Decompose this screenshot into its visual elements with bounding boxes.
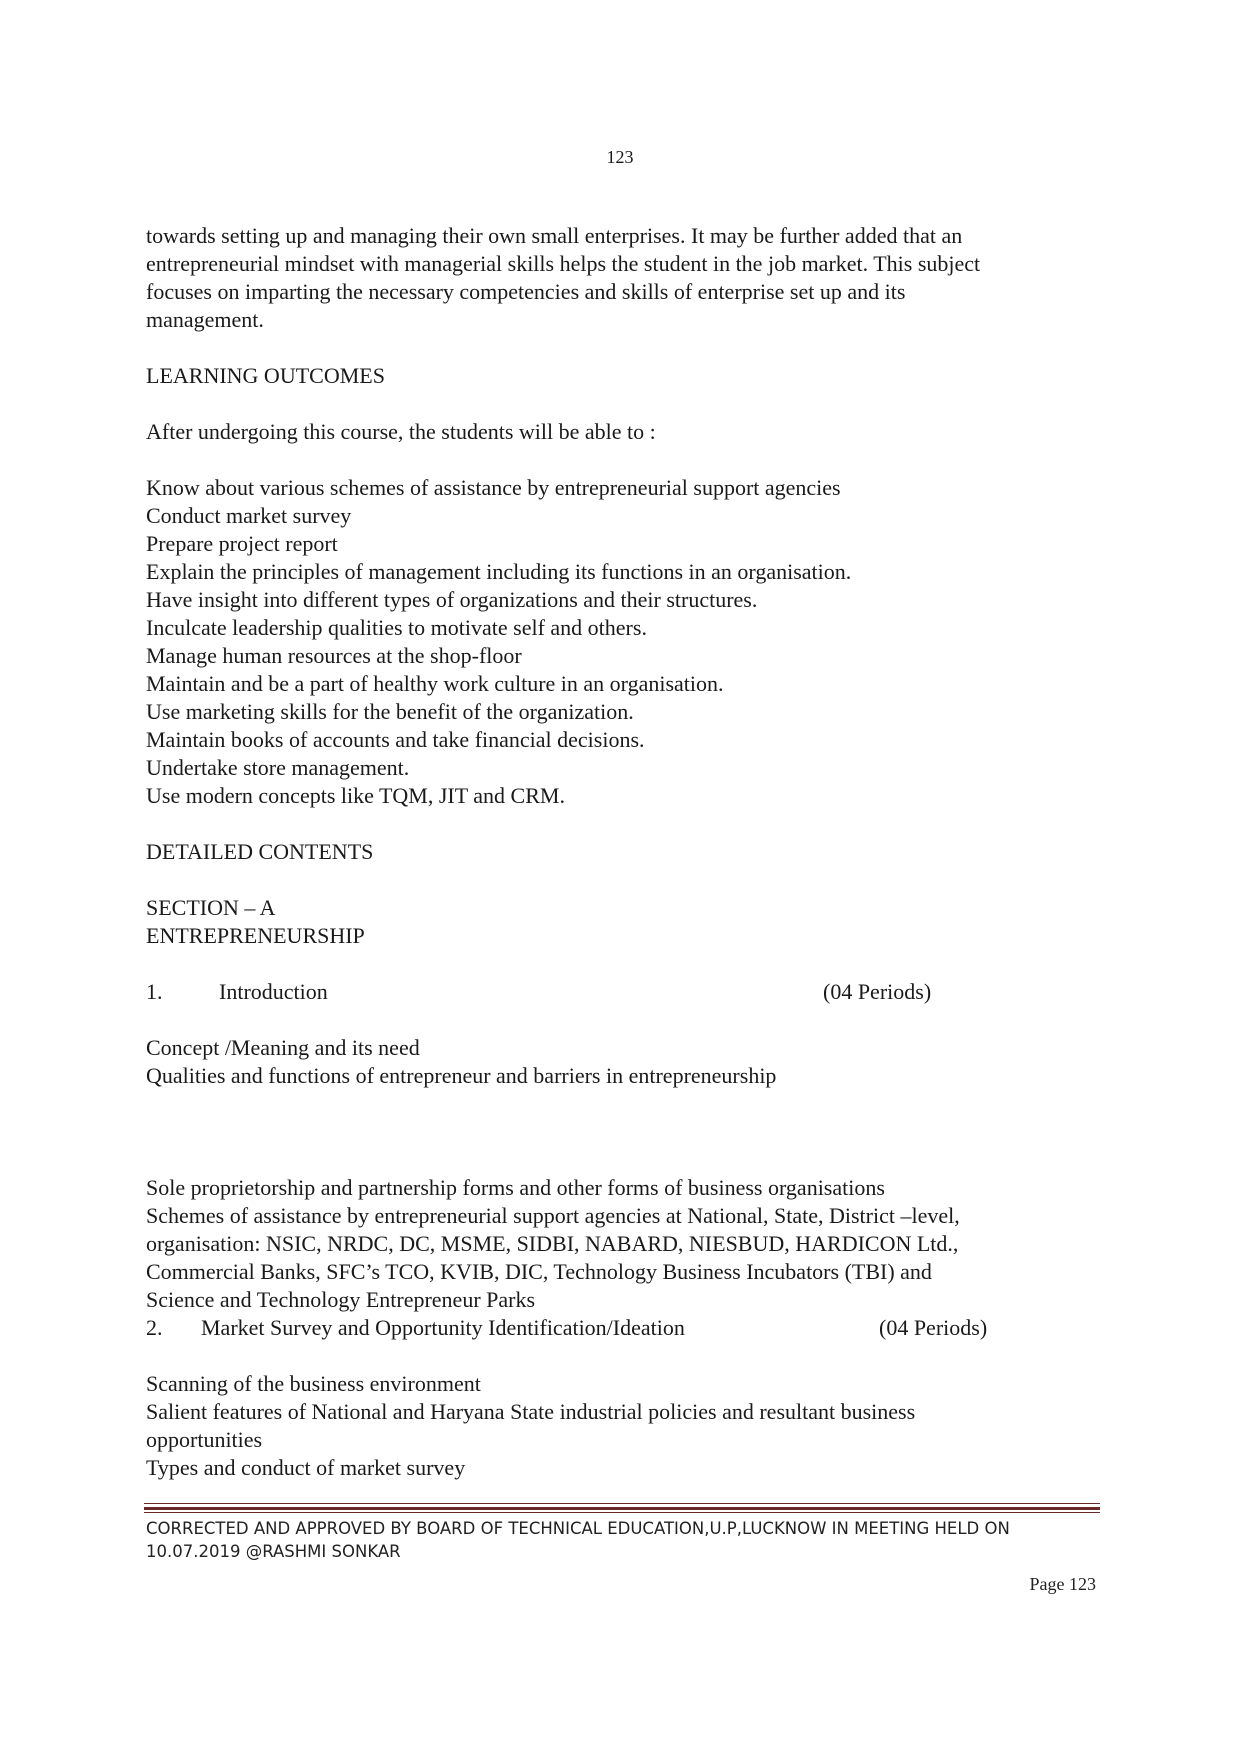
- topic-1-periods: (04 Periods): [823, 979, 932, 1004]
- topic-2-item: opportunities: [146, 1427, 263, 1452]
- intro-paragraph: [146, 222, 1096, 334]
- outcome-item: Undertake store management.: [146, 755, 410, 780]
- detailed-contents-heading: DETAILED CONTENTS: [146, 839, 374, 864]
- outcome-item: Use modern concepts like TQM, JIT and CRM.: [146, 783, 565, 808]
- outcome-item: Maintain and be a part of healthy work culture in an organisation.: [146, 671, 724, 696]
- outcome-item: Know about various schemes of assistance by entrepreneurial support agencies: [146, 475, 841, 500]
- outcome-item: Conduct market survey: [146, 503, 352, 528]
- topic-2-number: 2.: [146, 1315, 163, 1340]
- footer-approval-note: [146, 1517, 1096, 1563]
- footer-rule: [144, 1503, 1100, 1504]
- section-title: ENTREPRENEURSHIP: [146, 923, 365, 948]
- outcome-item: Explain the principles of management including its functions in an organisation.: [146, 559, 852, 584]
- topic-1-item: Schemes of assistance by entrepreneurial support agencies at National, State, District –level,: [146, 1203, 960, 1228]
- outcome-item: Use marketing skills for the benefit of the organization.: [146, 699, 634, 724]
- footer-rule: [144, 1507, 1100, 1510]
- footer-rule: [144, 1512, 1100, 1513]
- footer-page-label: Page 123: [1029, 1574, 1096, 1594]
- topic-2-periods: (04 Periods): [879, 1315, 988, 1340]
- page-content: [146, 222, 1096, 1482]
- topic-1-item: Science and Technology Entrepreneur Parks: [146, 1287, 536, 1312]
- outcome-item: Prepare project report: [146, 531, 338, 556]
- footer-approval-line: CORRECTED AND APPROVED BY BOARD OF TECHNICAL EDUCATION,U.P,LUCKNOW IN MEETING HELD ON: [146, 1519, 1010, 1538]
- intro-line: towards setting up and managing their own small enterprises. It may be further added that an: [146, 223, 963, 248]
- topic-1-heading: [146, 978, 1096, 1006]
- intro-line: management.: [146, 307, 264, 332]
- topic-2-heading: [146, 1314, 1096, 1342]
- intro-line: focuses on imparting the necessary competencies and skills of enterprise set up and its: [146, 279, 906, 304]
- learning-outcomes-list: [146, 474, 1096, 810]
- topic-1-item: Commercial Banks, SFC’s TCO, KVIB, DIC, Technology Business Incubators (TBI) and: [146, 1259, 932, 1284]
- outcome-item: Have insight into different types of organizations and their structures.: [146, 587, 758, 612]
- footer-approval-line: 10.07.2019 @RASHMI SONKAR: [146, 1542, 401, 1561]
- learning-outcomes-lead: After undergoing this course, the students will be able to :: [146, 419, 656, 444]
- learning-outcomes-heading: LEARNING OUTCOMES: [146, 363, 385, 388]
- topic-1-item: organisation: NSIC, NRDC, DC, MSME, SIDBI, NABARD, NIESBUD, HARDICON Ltd.,: [146, 1231, 959, 1256]
- topic-1-item: Qualities and functions of entrepreneur and barriers in entrepreneurship: [146, 1063, 777, 1088]
- topic-2-item: Scanning of the business environment: [146, 1371, 481, 1396]
- topic-2-item: Salient features of National and Haryana State industrial policies and resultant business: [146, 1399, 916, 1424]
- page-number-top: 123: [606, 147, 634, 167]
- outcome-item: Inculcate leadership qualities to motivate self and others.: [146, 615, 647, 640]
- intro-line: entrepreneurial mindset with managerial skills helps the student in the job market. This subject: [146, 251, 981, 276]
- topic-1-number: 1.: [146, 979, 163, 1004]
- topic-2-item: Types and conduct of market survey: [146, 1455, 466, 1480]
- topic-2-title: Market Survey and Opportunity Identification/Ideation: [201, 1315, 685, 1340]
- topic-1-title: Introduction: [219, 979, 328, 1004]
- section-label: SECTION – A: [146, 895, 276, 920]
- outcome-item: Manage human resources at the shop-floor: [146, 643, 522, 668]
- topic-1-item: Sole proprietorship and partnership forms and other forms of business organisations: [146, 1175, 885, 1200]
- topic-1-item: Concept /Meaning and its need: [146, 1035, 420, 1060]
- outcome-item: Maintain books of accounts and take financial decisions.: [146, 727, 645, 752]
